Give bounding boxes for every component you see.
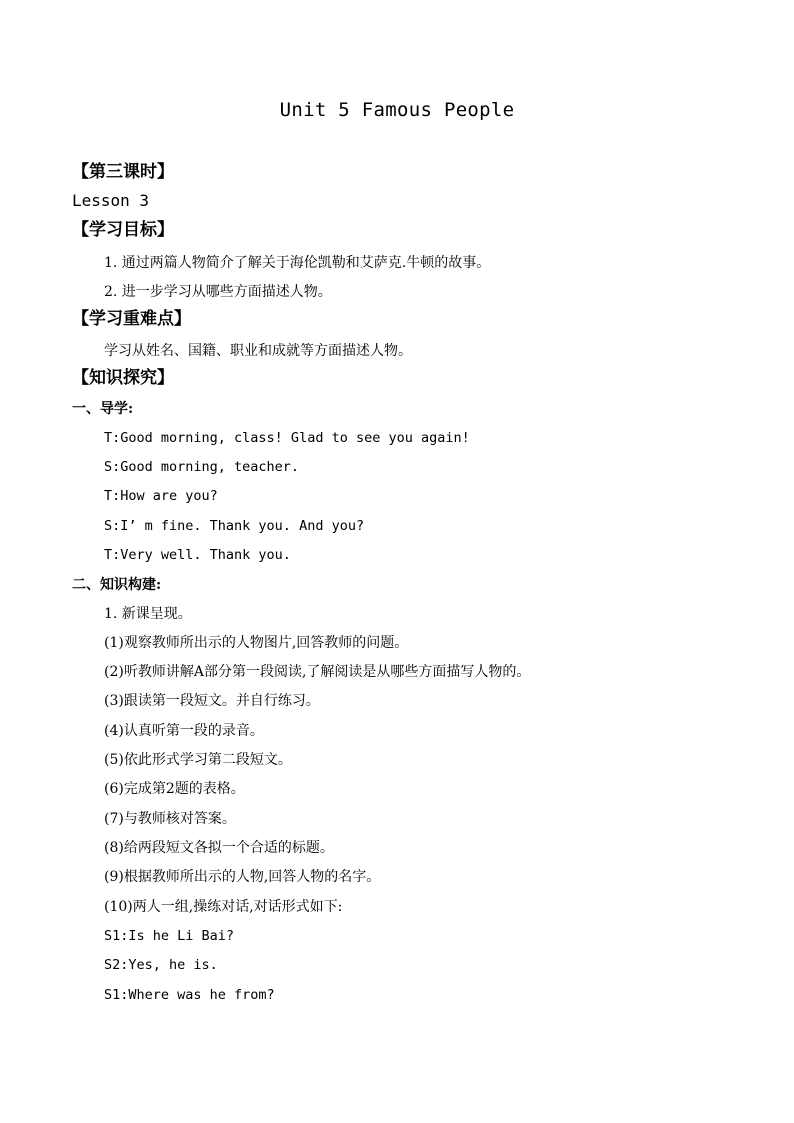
step-item: (2)听教师讲解A部分第一段阅读,了解阅读是从哪些方面描写人物的。 — [104, 664, 531, 680]
step-item: (10)两人一组,操练对话,对话形式如下: — [104, 899, 343, 915]
keypoint-text: 学习从姓名、国籍、职业和成就等方面描述人物。 — [104, 343, 412, 359]
dialogue-line: S2:Yes, he is. — [104, 957, 218, 973]
dialogue-line: T:Very well. Thank you. — [104, 547, 291, 563]
dialogue-line: S:Good morning, teacher. — [104, 459, 300, 475]
section-explore-heading: 【知识探究】 — [72, 368, 174, 388]
section-keypoints-heading: 【学习重难点】 — [72, 309, 191, 329]
step-item: (6)完成第2题的表格。 — [104, 781, 245, 797]
section-period-heading: 【第三课时】 — [72, 162, 174, 182]
step-item: (7)与教师核对答案。 — [104, 811, 236, 827]
part2-heading: 二、知识构建: — [72, 577, 162, 593]
goal-item: 1. 通过两篇人物简介了解关于海伦凯勒和艾萨克.牛顿的故事。 — [104, 255, 491, 271]
dialogue-line: S:I’ m fine. Thank you. And you? — [104, 518, 365, 534]
part1-heading: 一、导学: — [72, 401, 134, 417]
new-lesson-item: 1. 新课呈现。 — [104, 606, 192, 622]
lesson-label: Lesson 3 — [72, 191, 150, 210]
document-title: Unit 5 Famous People — [279, 99, 515, 121]
step-item: (5)依此形式学习第二段短文。 — [104, 752, 292, 768]
dialogue-line: S1:Is he Li Bai? — [104, 928, 235, 944]
dialogue-line: T:Good morning, class! Glad to see you again! — [104, 430, 470, 446]
step-item: (9)根据教师所出示的人物,回答人物的名字。 — [104, 869, 381, 885]
dialogue-line: S1:Where was he from? — [104, 987, 275, 1003]
goal-item: 2. 进一步学习从哪些方面描述人物。 — [104, 284, 332, 300]
dialogue-line: T:How are you? — [104, 488, 218, 504]
step-item: (3)跟读第一段短文。并自行练习。 — [104, 693, 320, 709]
section-goals-heading: 【学习目标】 — [72, 220, 174, 240]
step-item: (4)认真听第一段的录音。 — [104, 723, 264, 739]
step-item: (8)给两段短文各拟一个合适的标题。 — [104, 840, 334, 856]
step-item: (1)观察教师所出示的人物图片,回答教师的问题。 — [104, 635, 409, 651]
